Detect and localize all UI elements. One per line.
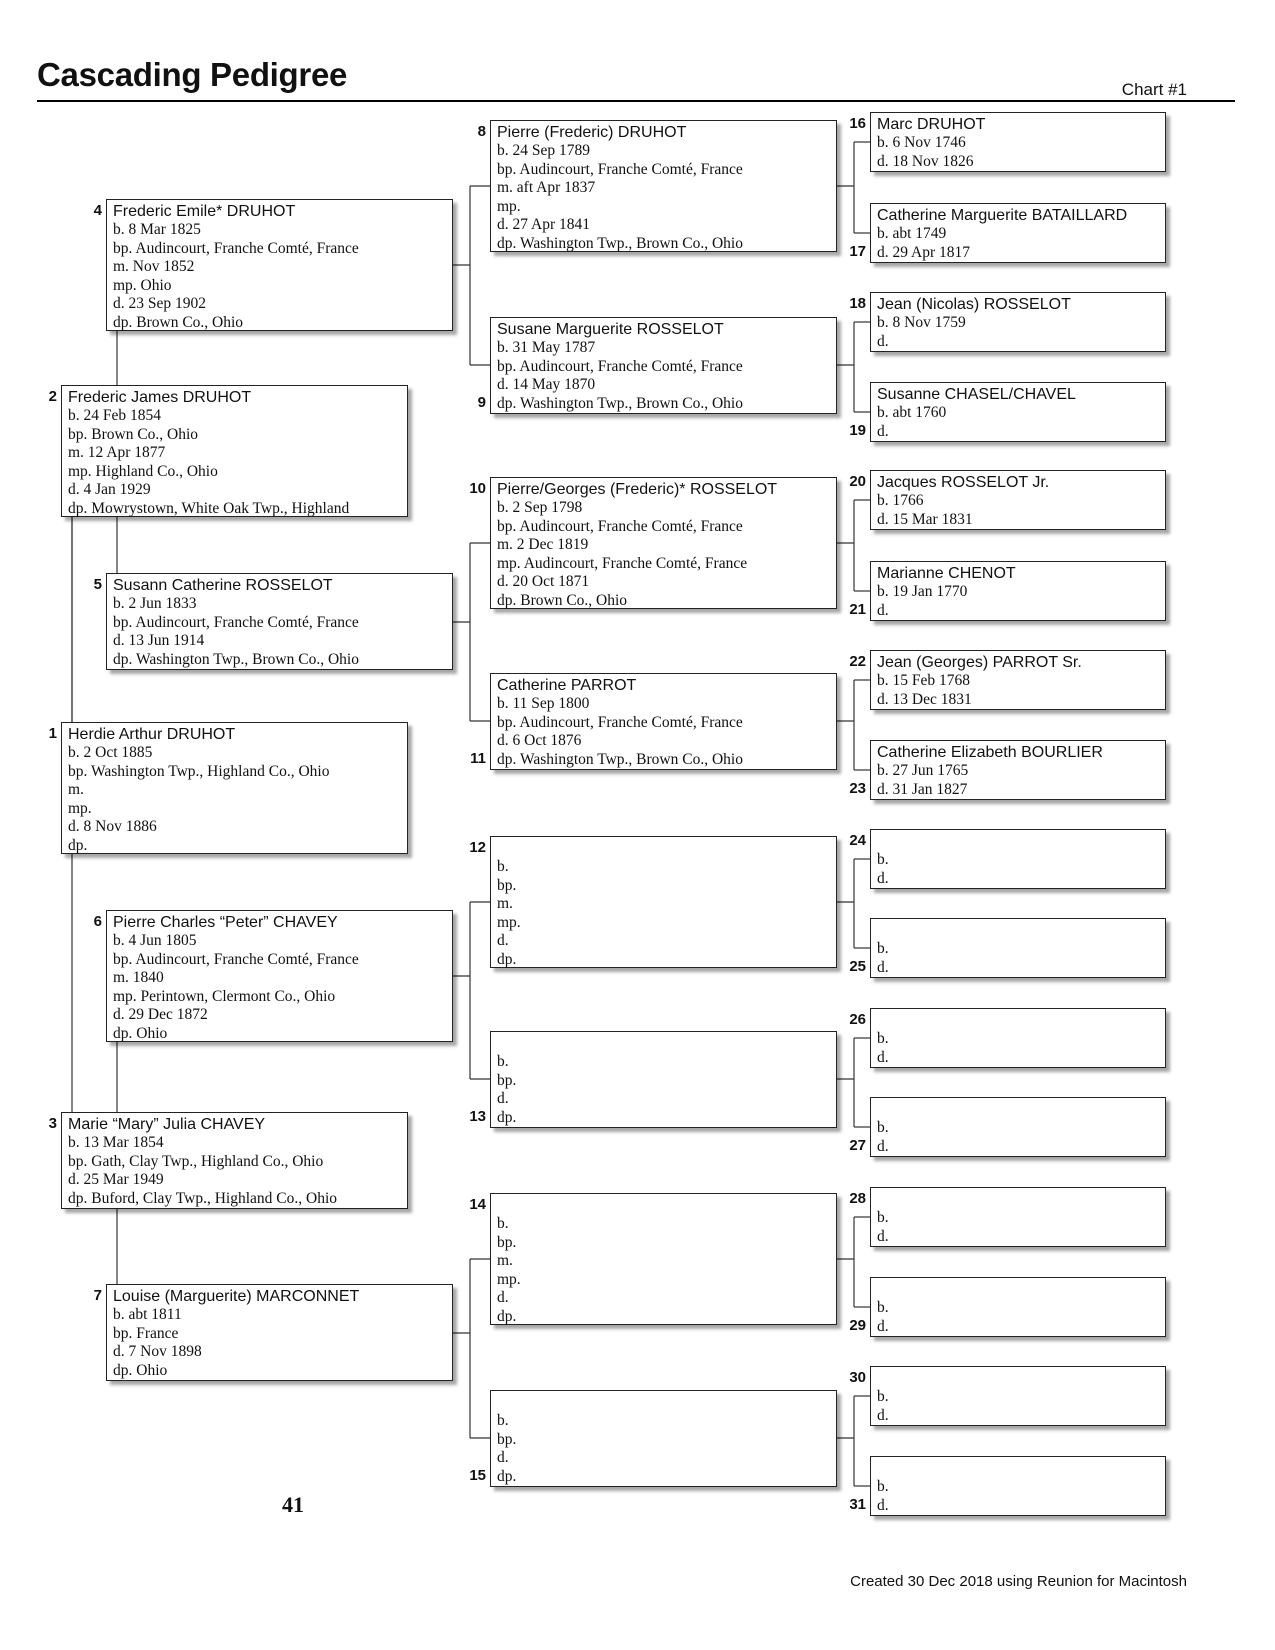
person-name	[497, 1196, 830, 1215]
person-detail: b. 13 Mar 1854	[68, 1134, 164, 1151]
person-detail: d. 25 Mar 1949	[68, 1171, 164, 1188]
person-detail: d.	[877, 422, 889, 440]
ahnentafel-number: 15	[469, 1467, 486, 1484]
ahnentafel-number: 11	[470, 750, 486, 767]
person-box-16	[870, 112, 1166, 172]
person-name: Catherine Elizabeth BOURLIER	[877, 744, 1103, 761]
person-detail: bp.	[497, 1233, 517, 1251]
person-detail: dp.	[497, 950, 517, 968]
ahnentafel-number: 19	[849, 422, 866, 439]
ahnentafel-number: 22	[849, 653, 866, 670]
person-box-4	[106, 199, 453, 331]
person-detail: b.	[497, 1412, 509, 1429]
person-box-10	[490, 477, 837, 609]
ahnentafel-number: 25	[849, 958, 866, 975]
person-name: Pierre Charles “Peter” CHAVEY	[113, 914, 338, 931]
person-name: Pierre/Georges (Frederic)* ROSSELOT	[497, 481, 778, 498]
person-detail: b.	[497, 858, 509, 875]
person-box-6	[106, 910, 453, 1042]
person-detail: mp. Perintown, Clermont Co., Ohio	[113, 987, 336, 1005]
person-detail: b. 24 Sep 1789	[497, 142, 590, 159]
chart-number: Chart #1	[1121, 80, 1187, 99]
person-name: Frederic Emile* DRUHOT	[113, 203, 296, 220]
person-box-29	[870, 1277, 1166, 1337]
person-name: Susanne CHASEL/CHAVEL	[877, 386, 1076, 403]
person-detail: d. 27 Apr 1841	[497, 216, 590, 233]
person-name	[877, 1011, 1159, 1030]
ahnentafel-number: 5	[93, 576, 102, 593]
person-detail: bp. Brown Co., Ohio	[68, 425, 199, 443]
person-box-24	[870, 829, 1166, 889]
person-detail: dp.	[497, 1307, 517, 1325]
person-detail: b. abt 1811	[113, 1306, 182, 1323]
person-detail: bp. Audincourt, Franche Comté, France	[497, 517, 743, 535]
person-detail: mp.	[497, 1270, 521, 1288]
person-detail: d. 13 Dec 1831	[877, 690, 972, 708]
ahnentafel-number: 18	[849, 295, 866, 312]
person-detail: dp. Brown Co., Ohio	[497, 591, 628, 609]
ahnentafel-number: 7	[93, 1287, 102, 1304]
person-detail: b. 6 Nov 1746	[877, 134, 966, 151]
person-box-17	[870, 203, 1166, 263]
person-name: Jean (Nicolas) ROSSELOT	[877, 296, 1071, 313]
person-detail: dp. Washington Twp., Brown Co., Ohio	[497, 394, 743, 412]
person-name: Susann Catherine ROSSELOT	[113, 577, 333, 594]
person-box-19	[870, 382, 1166, 442]
person-box-3	[61, 1112, 408, 1209]
page-title: Cascading Pedigree	[37, 56, 348, 93]
person-detail: m.	[497, 1252, 513, 1269]
ahnentafel-number: 21	[849, 601, 866, 618]
person-detail: dp.	[497, 1467, 517, 1485]
person-detail: mp.	[68, 799, 92, 817]
person-detail: d.	[877, 1227, 889, 1245]
person-detail: m. 12 Apr 1877	[68, 444, 166, 461]
person-detail: d.	[877, 1317, 889, 1335]
ahnentafel-number: 13	[469, 1108, 486, 1125]
person-name	[877, 1100, 1159, 1119]
ahnentafel-number: 4	[93, 202, 102, 219]
ahnentafel-number: 31	[849, 1496, 866, 1513]
person-detail: d.	[877, 1406, 889, 1424]
person-detail: mp. Ohio	[113, 276, 172, 294]
person-name	[497, 839, 830, 858]
person-name: Jean (Georges) PARROT Sr.	[877, 654, 1082, 671]
person-detail: d. 29 Dec 1872	[113, 1006, 208, 1023]
person-detail: d.	[497, 1449, 509, 1466]
person-detail: d. 23 Sep 1902	[113, 295, 206, 312]
person-detail: dp.	[68, 836, 88, 854]
person-box-22	[870, 650, 1166, 710]
person-detail: d.	[877, 601, 889, 619]
person-box-18	[870, 292, 1166, 352]
person-detail: b.	[877, 1209, 889, 1226]
person-detail: dp. Ohio	[113, 1024, 168, 1042]
person-detail: d.	[877, 332, 889, 350]
ahnentafel-number: 16	[849, 115, 866, 132]
person-box-31	[870, 1456, 1166, 1516]
person-name: Susane Marguerite ROSSELOT	[497, 321, 724, 338]
ahnentafel-number: 6	[93, 913, 102, 930]
person-detail: b. 24 Feb 1854	[68, 407, 161, 424]
ahnentafel-number: 26	[849, 1011, 866, 1028]
ahnentafel-number: 30	[849, 1369, 866, 1386]
ahnentafel-number: 24	[849, 832, 866, 849]
person-detail: bp. Audincourt, Franche Comté, France	[113, 613, 359, 631]
person-box-20	[870, 470, 1166, 530]
person-detail: d. 8 Nov 1886	[68, 818, 157, 835]
person-detail: mp.	[497, 913, 521, 931]
person-box-8	[490, 120, 837, 252]
person-detail: b. 31 May 1787	[497, 339, 596, 356]
person-detail: d.	[497, 1090, 509, 1107]
ahnentafel-number: 9	[477, 394, 486, 411]
person-detail: m.	[68, 781, 84, 798]
person-name: Marie “Mary” Julia CHAVEY	[68, 1116, 266, 1133]
person-box-2	[61, 385, 408, 517]
person-name: Marianne CHENOT	[877, 565, 1016, 582]
person-detail: mp. Audincourt, Franche Comté, France	[497, 554, 748, 572]
person-detail: d.	[877, 958, 889, 976]
person-detail: b. 19 Jan 1770	[877, 583, 968, 600]
person-detail: b. 27 Jun 1765	[877, 762, 969, 779]
person-detail: d. 20 Oct 1871	[497, 573, 590, 590]
person-box-12	[490, 836, 837, 968]
ahnentafel-number: 12	[469, 839, 486, 856]
person-detail: bp.	[497, 1430, 517, 1448]
page-number: 41	[282, 1492, 304, 1517]
person-name	[877, 832, 1159, 851]
person-box-25	[870, 918, 1166, 978]
person-detail: d. 18 Nov 1826	[877, 152, 974, 170]
person-detail: b. 8 Nov 1759	[877, 314, 966, 331]
ahnentafel-number: 28	[849, 1190, 866, 1207]
person-name	[877, 1190, 1159, 1209]
person-detail: bp. Gath, Clay Twp., Highland Co., Ohio	[68, 1152, 324, 1170]
person-name	[497, 1034, 830, 1053]
person-name	[497, 1393, 830, 1412]
person-detail: d. 6 Oct 1876	[497, 732, 582, 749]
person-detail: d. 29 Apr 1817	[877, 243, 970, 261]
person-name: Jacques ROSSELOT Jr.	[877, 474, 1050, 491]
person-detail: dp. Ohio	[113, 1361, 168, 1379]
person-detail: b. 11 Sep 1800	[497, 695, 590, 712]
person-detail: b. abt 1749	[877, 225, 947, 242]
person-name: Frederic James DRUHOT	[68, 389, 252, 406]
person-detail: m. Nov 1852	[113, 258, 195, 275]
person-detail: b.	[497, 1215, 509, 1232]
person-detail: d.	[497, 1289, 509, 1306]
person-detail: d.	[497, 932, 509, 949]
person-detail: b. 1766	[877, 492, 924, 509]
person-detail: b. abt 1760	[877, 404, 947, 421]
person-box-14	[490, 1193, 837, 1325]
person-name: Louise (Marguerite) MARCONNET	[113, 1288, 360, 1305]
ahnentafel-number: 8	[477, 123, 486, 140]
person-detail: d.	[877, 869, 889, 887]
person-detail: bp.	[497, 876, 517, 894]
person-detail: m. 2 Dec 1819	[497, 536, 589, 553]
person-box-21	[870, 561, 1166, 621]
person-name: Catherine PARROT	[497, 677, 637, 694]
person-box-23	[870, 740, 1166, 800]
person-detail: d.	[877, 1048, 889, 1066]
person-name: Herdie Arthur DRUHOT	[68, 726, 236, 743]
ahnentafel-number: 2	[48, 388, 57, 405]
person-detail: b.	[877, 1030, 889, 1047]
ahnentafel-number: 20	[849, 473, 866, 490]
person-box-15	[490, 1390, 837, 1487]
person-box-1	[61, 722, 408, 854]
person-detail: bp.	[497, 1071, 517, 1089]
ahnentafel-number: 3	[48, 1115, 57, 1132]
person-detail: dp. Washington Twp., Brown Co., Ohio	[497, 234, 743, 252]
ahnentafel-number: 1	[48, 725, 57, 742]
person-box-9	[490, 317, 837, 414]
ahnentafel-number: 23	[849, 780, 866, 797]
person-detail: dp. Washington Twp., Brown Co., Ohio	[113, 650, 359, 668]
person-detail: d.	[877, 1496, 889, 1514]
person-name: Pierre (Frederic) DRUHOT	[497, 124, 687, 141]
person-detail: bp. Audincourt, Franche Comté, France	[113, 239, 359, 257]
person-detail: d. 4 Jan 1929	[68, 481, 151, 498]
person-detail: bp. Audincourt, Franche Comté, France	[113, 950, 359, 968]
person-detail: d. 7 Nov 1898	[113, 1343, 202, 1360]
person-detail: dp.	[497, 1108, 517, 1126]
person-detail: b. 2 Jun 1833	[113, 595, 197, 612]
footer-credit: Created 30 Dec 2018 using Reunion for Macintosh	[850, 1573, 1187, 1590]
person-detail: b.	[877, 1119, 889, 1136]
person-detail: d. 31 Jan 1827	[877, 780, 968, 798]
person-detail: bp. Audincourt, Franche Comté, France	[497, 357, 743, 375]
person-name: Catherine Marguerite BATAILLARD	[877, 207, 1128, 224]
person-detail: dp. Brown Co., Ohio	[113, 313, 244, 331]
person-box-11	[490, 673, 837, 770]
person-detail: d. 13 Jun 1914	[113, 632, 205, 649]
person-detail: bp. Audincourt, Franche Comté, France	[497, 713, 743, 731]
person-detail: d. 15 Mar 1831	[877, 510, 973, 528]
person-detail: d.	[877, 1137, 889, 1155]
person-detail: b.	[877, 851, 889, 868]
person-box-30	[870, 1366, 1166, 1426]
person-detail: b.	[877, 1478, 889, 1495]
ahnentafel-number: 14	[469, 1196, 486, 1213]
person-detail: bp. France	[113, 1324, 179, 1342]
person-detail: mp. Highland Co., Ohio	[68, 462, 218, 480]
person-detail: b.	[877, 1388, 889, 1405]
person-detail: b.	[877, 1299, 889, 1316]
ahnentafel-number: 17	[849, 243, 866, 260]
person-detail: bp. Washington Twp., Highland Co., Ohio	[68, 762, 330, 780]
person-detail: b.	[877, 940, 889, 957]
person-box-28	[870, 1187, 1166, 1247]
ahnentafel-number: 27	[849, 1137, 866, 1154]
ahnentafel-number: 29	[849, 1317, 866, 1334]
person-detail: bp. Audincourt, Franche Comté, France	[497, 160, 743, 178]
person-detail: dp. Mowrystown, White Oak Twp., Highland	[68, 499, 350, 517]
person-detail: b.	[497, 1053, 509, 1070]
person-name	[877, 921, 1159, 940]
ahnentafel-number: 10	[469, 480, 486, 497]
person-name: Marc DRUHOT	[877, 116, 986, 133]
person-box-26	[870, 1008, 1166, 1068]
person-detail: dp. Washington Twp., Brown Co., Ohio	[497, 750, 743, 768]
person-detail: mp.	[497, 197, 521, 215]
person-name	[877, 1369, 1159, 1388]
person-detail: m. aft Apr 1837	[497, 179, 596, 196]
person-name	[877, 1280, 1159, 1299]
person-name	[877, 1459, 1159, 1478]
person-detail: d. 14 May 1870	[497, 376, 596, 393]
person-detail: b. 2 Sep 1798	[497, 499, 583, 516]
person-box-13	[490, 1031, 837, 1128]
person-box-5	[106, 573, 453, 670]
person-detail: b. 8 Mar 1825	[113, 221, 201, 238]
person-box-27	[870, 1097, 1166, 1157]
person-detail: b. 15 Feb 1768	[877, 672, 970, 689]
person-box-7	[106, 1284, 453, 1381]
person-detail: m.	[497, 895, 513, 912]
person-detail: b. 2 Oct 1885	[68, 744, 153, 761]
person-detail: dp. Buford, Clay Twp., Highland Co., Ohio	[68, 1189, 338, 1207]
person-detail: m. 1840	[113, 969, 164, 986]
person-detail: b. 4 Jun 1805	[113, 932, 197, 949]
